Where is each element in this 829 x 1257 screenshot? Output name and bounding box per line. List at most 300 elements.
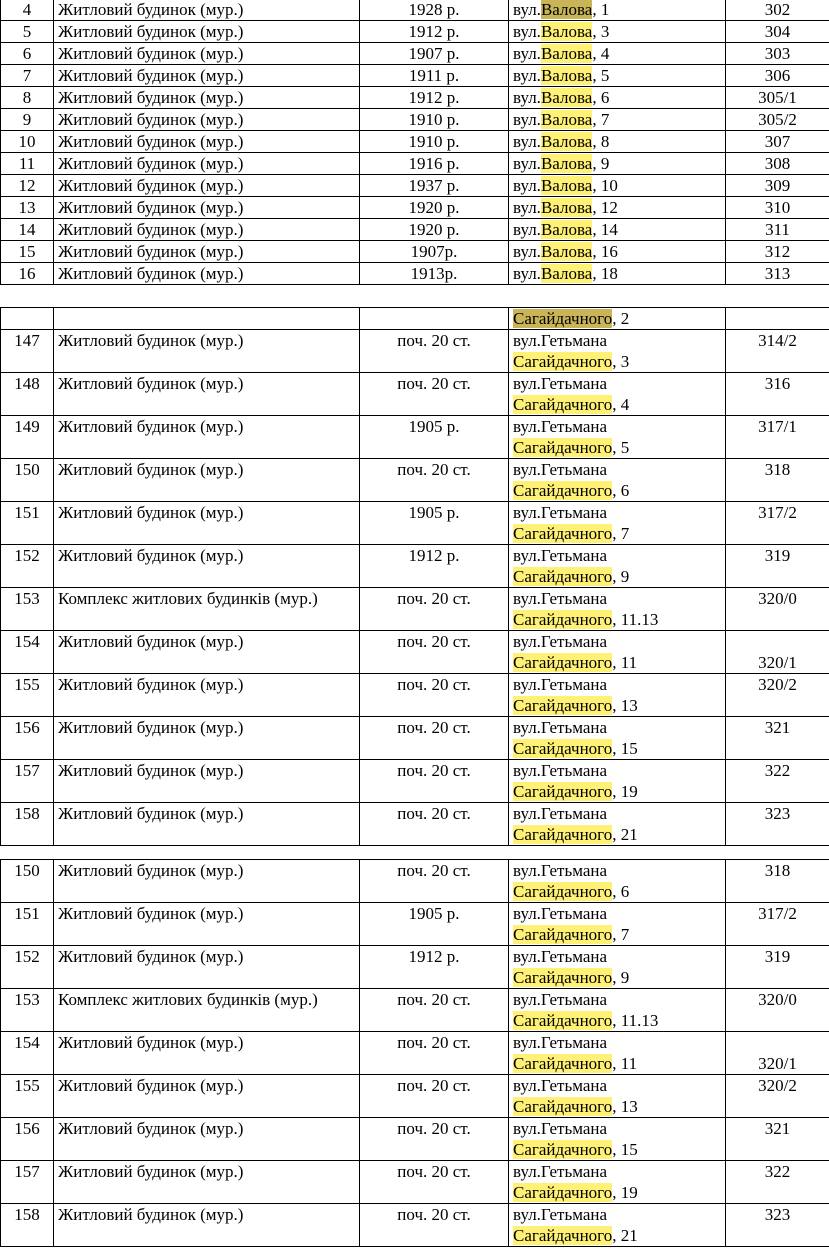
row-number: 155 (1, 674, 54, 717)
object-name: Житловий будинок (мур.) (54, 545, 360, 588)
construction-date: 1920 р. (360, 219, 509, 241)
row-number: 13 (1, 197, 54, 219)
house-number: , 6 (592, 88, 610, 107)
address-cell (509, 717, 726, 760)
sahaidachny-table-b (0, 859, 829, 1247)
object-name: Житловий будинок (мур.) (54, 860, 360, 903)
street-name-highlight: Сагайдачного (513, 352, 613, 371)
street-name-highlight: Валова (540, 88, 593, 107)
house-number: , 11 (612, 1054, 638, 1073)
address-line-street (513, 967, 721, 988)
construction-date: поч. 20 ст. (360, 989, 509, 1032)
house-number: , 10 (592, 176, 618, 195)
house-number: , 15 (612, 739, 638, 758)
registry-code: 305/1 (726, 87, 829, 109)
table-row (1, 459, 829, 502)
table-row (1, 674, 829, 717)
house-number: , 6 (612, 882, 630, 901)
row-number: 156 (1, 1118, 54, 1161)
construction-date: 1905 р. (360, 416, 509, 459)
object-name: Житловий будинок (мур.) (54, 153, 360, 175)
address-line-street (513, 1139, 721, 1160)
construction-date: 1920 р. (360, 197, 509, 219)
object-name: Житловий будинок (мур.) (54, 459, 360, 502)
object-name: Житловий будинок (мур.) (54, 1075, 360, 1118)
street-prefix: вул. (513, 264, 541, 283)
table-row (1, 263, 829, 285)
object-name: Житловий будинок (мур.) (54, 65, 360, 87)
object-name: Житловий будинок (мур.) (54, 502, 360, 545)
registry-code: 307 (726, 131, 829, 153)
construction-date: поч. 20 ст. (360, 588, 509, 631)
address-line-street (513, 480, 721, 501)
registry-code: 319 (726, 946, 829, 989)
address-cell (509, 219, 726, 241)
address-cell (509, 674, 726, 717)
street-name-highlight: Сагайдачного (513, 1097, 613, 1116)
row-number: 149 (1, 416, 54, 459)
address-cell (509, 373, 726, 416)
address-line-street (513, 437, 721, 458)
street-prefix: вул. (513, 22, 541, 41)
construction-date: поч. 20 ст. (360, 373, 509, 416)
address-line-hetman: вул.Гетьмана (513, 1205, 608, 1224)
street-name-highlight: Сагайдачного (513, 882, 613, 901)
street-name-highlight: Валова (540, 132, 593, 151)
registry-code: 320/2 (726, 1075, 829, 1118)
table-row (1, 1204, 829, 1247)
row-number: 154 (1, 631, 54, 674)
table-row (1, 373, 829, 416)
street-name-highlight: Сагайдачного (513, 782, 613, 801)
registry-code: 303 (726, 43, 829, 65)
house-number: , 12 (592, 198, 618, 217)
registry-code: 308 (726, 153, 829, 175)
sahaidachny-table-a-body (1, 308, 829, 846)
construction-date: 1910 р. (360, 131, 509, 153)
house-number: , 3 (592, 22, 610, 41)
row-number: 151 (1, 502, 54, 545)
street-name-highlight: Валова (540, 22, 593, 41)
address-line-hetman: вул.Гетьмана (513, 904, 608, 923)
registry-code: 317/2 (726, 903, 829, 946)
row-number: 9 (1, 109, 54, 131)
address-cell (509, 1161, 726, 1204)
object-name: Житловий будинок (мур.) (54, 109, 360, 131)
construction-date: поч. 20 ст. (360, 803, 509, 846)
table-row (1, 330, 829, 373)
registry-code: 313 (726, 263, 829, 285)
object-name: Житловий будинок (мур.) (54, 803, 360, 846)
row-number: 156 (1, 717, 54, 760)
street-name-highlight: Сагайдачного (513, 653, 613, 672)
house-number: , 9 (592, 154, 610, 173)
address-cell (509, 263, 726, 285)
table-row (1, 219, 829, 241)
street-prefix: вул. (513, 132, 541, 151)
house-number: , 7 (592, 110, 610, 129)
address-cell (509, 989, 726, 1032)
table-row (1, 1161, 829, 1204)
house-number: , 8 (592, 132, 610, 151)
registry-code: 317/2 (726, 502, 829, 545)
address-line-street (513, 695, 721, 716)
street-name-highlight: Валова (540, 110, 593, 129)
address-cell (509, 65, 726, 87)
table-row (1, 0, 829, 21)
construction-date: 1910 р. (360, 109, 509, 131)
row-number: 4 (1, 0, 54, 21)
row-number: 150 (1, 459, 54, 502)
house-number: , 19 (612, 782, 638, 801)
sahaidachny-table-b-body (1, 860, 829, 1247)
house-number: , 21 (612, 1226, 638, 1245)
construction-date: поч. 20 ст. (360, 330, 509, 373)
table-row (1, 588, 829, 631)
registry-code: 320/2 (726, 674, 829, 717)
address-line-hetman: вул.Гетьмана (513, 718, 608, 737)
table-row (1, 175, 829, 197)
object-name: Житловий будинок (мур.) (54, 1204, 360, 1247)
construction-date: 1912 р. (360, 87, 509, 109)
street-prefix: вул. (513, 88, 541, 107)
object-name: Житловий будинок (мур.) (54, 1161, 360, 1204)
row-number: 157 (1, 1161, 54, 1204)
registry-code: 319 (726, 545, 829, 588)
object-name: Комплекс житлових будинків (мур.) (54, 588, 360, 631)
construction-date: 1907 р. (360, 43, 509, 65)
street-name-highlight: Валова (540, 242, 593, 261)
construction-date: поч. 20 ст. (360, 1032, 509, 1075)
object-name: Житловий будинок (мур.) (54, 1032, 360, 1075)
table-row (1, 1075, 829, 1118)
house-number: , 15 (612, 1140, 638, 1159)
construction-date: поч. 20 ст. (360, 760, 509, 803)
address-line-hetman: вул.Гетьмана (513, 374, 608, 393)
address-line-hetman: вул.Гетьмана (513, 947, 608, 966)
address-cell (509, 43, 726, 65)
house-number: , 2 (612, 309, 630, 328)
street-name-highlight: Сагайдачного (513, 438, 613, 457)
address-line-hetman: вул.Гетьмана (513, 632, 608, 651)
address-line-hetman: вул.Гетьмана (513, 804, 608, 823)
street-name-highlight: Сагайдачного (513, 395, 613, 414)
row-number: 151 (1, 903, 54, 946)
registry-code: 322 (726, 760, 829, 803)
address-line-hetman: вул.Гетьмана (513, 460, 608, 479)
table-row (1, 197, 829, 219)
address-line-street (513, 351, 721, 372)
address-cell (509, 1204, 726, 1247)
address-cell (509, 330, 726, 373)
house-number: , 11 (612, 653, 638, 672)
row-number: 8 (1, 87, 54, 109)
registry-code: 306 (726, 65, 829, 87)
address-cell (509, 0, 726, 21)
object-name: Житловий будинок (мур.) (54, 219, 360, 241)
house-number: , 21 (612, 825, 638, 844)
address-cell (509, 241, 726, 263)
table-row (1, 87, 829, 109)
row-number: 5 (1, 21, 54, 43)
address-cell (509, 588, 726, 631)
street-prefix: вул. (513, 154, 541, 173)
address-cell (509, 109, 726, 131)
row-number: 16 (1, 263, 54, 285)
table-row (1, 903, 829, 946)
address-cell (509, 416, 726, 459)
address-line-street (513, 1010, 721, 1031)
construction-date: поч. 20 ст. (360, 1204, 509, 1247)
street-name-highlight: Сагайдачного (513, 481, 613, 500)
address-line-hetman: вул.Гетьмана (513, 990, 608, 1009)
house-number: , 18 (592, 264, 618, 283)
construction-date: поч. 20 ст. (360, 860, 509, 903)
object-name: Житловий будинок (мур.) (54, 330, 360, 373)
registry-code: 305/2 (726, 109, 829, 131)
object-name: Житловий будинок (мур.) (54, 674, 360, 717)
object-name: Житловий будинок (мур.) (54, 43, 360, 65)
construction-date: 1912 р. (360, 946, 509, 989)
construction-date: 1911 р. (360, 65, 509, 87)
row-number: 157 (1, 760, 54, 803)
row-number: 158 (1, 1204, 54, 1247)
registry-code: 320/0 (726, 989, 829, 1032)
address-line-street (513, 523, 721, 544)
object-name: Житловий будинок (мур.) (54, 87, 360, 109)
address-line-street (513, 394, 721, 415)
table-row (1, 989, 829, 1032)
registry-code: 304 (726, 21, 829, 43)
row-number: 15 (1, 241, 54, 263)
object-name: Житловий будинок (мур.) (54, 373, 360, 416)
registry-code: 323 (726, 803, 829, 846)
street-prefix: вул. (513, 66, 541, 85)
registry-code: 321 (726, 1118, 829, 1161)
address-line-street (513, 609, 721, 630)
row-number: 153 (1, 588, 54, 631)
house-number: , 19 (612, 1183, 638, 1202)
house-number: , 14 (592, 220, 618, 239)
street-name-highlight: Сагайдачного (513, 925, 613, 944)
street-name-highlight: Сагайдачного (513, 610, 613, 629)
construction-date: поч. 20 ст. (360, 1161, 509, 1204)
house-number: , 13 (612, 1097, 638, 1116)
table-row (1, 153, 829, 175)
house-number: , 4 (612, 395, 630, 414)
address-cell (509, 803, 726, 846)
table-row (1, 109, 829, 131)
object-name: Житловий будинок (мур.) (54, 21, 360, 43)
construction-date: 1912 р. (360, 21, 509, 43)
table-row (1, 502, 829, 545)
registry-code: 316 (726, 373, 829, 416)
street-name-highlight: Валова (540, 44, 593, 63)
valova-table (0, 0, 829, 285)
street-prefix: вул. (513, 0, 541, 19)
address-line-street (513, 1053, 721, 1074)
street-name-highlight: Валова (540, 154, 593, 173)
table-row (1, 131, 829, 153)
row-number: 11 (1, 153, 54, 175)
address-line-hetman: вул.Гетьмана (513, 331, 608, 350)
street-name-highlight: Сагайдачного (513, 567, 613, 586)
address-cell (509, 946, 726, 989)
table-row (1, 416, 829, 459)
house-number: , 13 (612, 696, 638, 715)
house-number: , 7 (612, 524, 630, 543)
registry-code: 309 (726, 175, 829, 197)
address-cell (509, 1075, 726, 1118)
house-number: , 5 (612, 438, 630, 457)
address-line-hetman: вул.Гетьмана (513, 1033, 608, 1052)
address-line-hetman: вул.Гетьмана (513, 546, 608, 565)
registry-code: 318 (726, 860, 829, 903)
object-name: Житловий будинок (мур.) (54, 760, 360, 803)
row-number: 152 (1, 545, 54, 588)
registry-code: 310 (726, 197, 829, 219)
street-name-highlight: Сагайдачного (513, 1226, 613, 1245)
street-name-highlight: Сагайдачного (513, 739, 613, 758)
address-cell (509, 175, 726, 197)
street-name-highlight: Сагайдачного (513, 968, 613, 987)
address-line-street (513, 824, 721, 845)
object-name: Житловий будинок (мур.) (54, 263, 360, 285)
table-row (1, 65, 829, 87)
address-line-hetman: вул.Гетьмана (513, 1162, 608, 1181)
address-line-street (513, 881, 721, 902)
object-name: Житловий будинок (мур.) (54, 131, 360, 153)
address-line-hetman: вул.Гетьмана (513, 1076, 608, 1095)
address-cell (509, 459, 726, 502)
street-prefix: вул. (513, 110, 541, 129)
address-cell (509, 545, 726, 588)
construction-date: 1912 р. (360, 545, 509, 588)
street-name-highlight: Валова (540, 220, 593, 239)
construction-date: поч. 20 ст. (360, 1075, 509, 1118)
row-number: 152 (1, 946, 54, 989)
house-number: , 11.13 (612, 610, 659, 629)
address-cell (509, 308, 726, 330)
registry-code: 320/1 (726, 631, 829, 674)
address-line-street (513, 1225, 721, 1246)
registry-code: 320/1 (726, 1032, 829, 1075)
address-cell (509, 631, 726, 674)
row-number: 10 (1, 131, 54, 153)
address-line-street (513, 1182, 721, 1203)
street-prefix: вул. (513, 220, 541, 239)
house-number: , 9 (612, 567, 630, 586)
street-name-highlight: Сагайдачного (513, 1054, 613, 1073)
street-name-highlight: Валова (540, 264, 593, 283)
construction-date: 1907р. (360, 241, 509, 263)
street-name-highlight: Сагайдачного (513, 825, 613, 844)
object-name: Житловий будинок (мур.) (54, 1118, 360, 1161)
object-name: Житловий будинок (мур.) (54, 416, 360, 459)
construction-date: 1905 р. (360, 502, 509, 545)
house-number: , 16 (592, 242, 618, 261)
table-row (1, 308, 829, 330)
address-cell (509, 1032, 726, 1075)
valova-table-body (1, 0, 829, 285)
address-line-hetman: вул.Гетьмана (513, 503, 608, 522)
registry-code: 323 (726, 1204, 829, 1247)
construction-date: 1928 р. (360, 0, 509, 21)
table-row (1, 803, 829, 846)
street-prefix: вул. (513, 176, 541, 195)
row-number: 7 (1, 65, 54, 87)
registry-code: 312 (726, 241, 829, 263)
address-cell (509, 502, 726, 545)
street-name-highlight: Валова (540, 176, 593, 195)
address-line-hetman: вул.Гетьмана (513, 1119, 608, 1138)
address-line-street (513, 652, 721, 673)
table-row (1, 1118, 829, 1161)
registry-code: 302 (726, 0, 829, 21)
construction-date: поч. 20 ст. (360, 674, 509, 717)
street-name-highlight: Сагайдачного (513, 309, 613, 328)
construction-date: 1913р. (360, 263, 509, 285)
address-cell (509, 860, 726, 903)
table-row (1, 946, 829, 989)
table-row (1, 21, 829, 43)
construction-date: поч. 20 ст. (360, 717, 509, 760)
street-prefix: вул. (513, 198, 541, 217)
address-line-hetman: вул.Гетьмана (513, 675, 608, 694)
address-cell (509, 131, 726, 153)
address-line-street (513, 738, 721, 759)
address-line-hetman: вул.Гетьмана (513, 417, 608, 436)
row-number: 150 (1, 860, 54, 903)
house-number: , 6 (612, 481, 630, 500)
street-name-highlight: Сагайдачного (513, 696, 613, 715)
address-line-hetman: вул.Гетьмана (513, 761, 608, 780)
street-name-highlight: Валова (540, 198, 593, 217)
row-number: 147 (1, 330, 54, 373)
street-name-highlight: Сагайдачного (513, 1011, 613, 1030)
registry-code: 322 (726, 1161, 829, 1204)
row-number: 148 (1, 373, 54, 416)
row-number: 158 (1, 803, 54, 846)
address-cell (509, 197, 726, 219)
registry-code: 321 (726, 717, 829, 760)
construction-date: поч. 20 ст. (360, 459, 509, 502)
sahaidachny-table-block-b (0, 859, 829, 1257)
address-cell (509, 87, 726, 109)
address-cell (509, 21, 726, 43)
address-cell (509, 153, 726, 175)
address-cell (509, 760, 726, 803)
address-line-street (513, 566, 721, 587)
object-name: Житловий будинок (мур.) (54, 0, 360, 21)
address-line-street (513, 924, 721, 945)
object-name: Житловий будинок (мур.) (54, 903, 360, 946)
address-line-hetman: вул.Гетьмана (513, 861, 608, 880)
sahaidachny-table-block-a (0, 307, 829, 857)
house-number: , 1 (592, 0, 610, 19)
object-name: Житловий будинок (мур.) (54, 631, 360, 674)
street-name-highlight: Валова (540, 0, 593, 19)
table-row (1, 1032, 829, 1075)
address-cell (509, 903, 726, 946)
registry-code: 311 (726, 219, 829, 241)
street-name-highlight: Сагайдачного (513, 1140, 613, 1159)
table-row (1, 545, 829, 588)
table-row (1, 860, 829, 903)
valova-table-block (0, 0, 829, 295)
address-cell (509, 1118, 726, 1161)
row-number: 154 (1, 1032, 54, 1075)
